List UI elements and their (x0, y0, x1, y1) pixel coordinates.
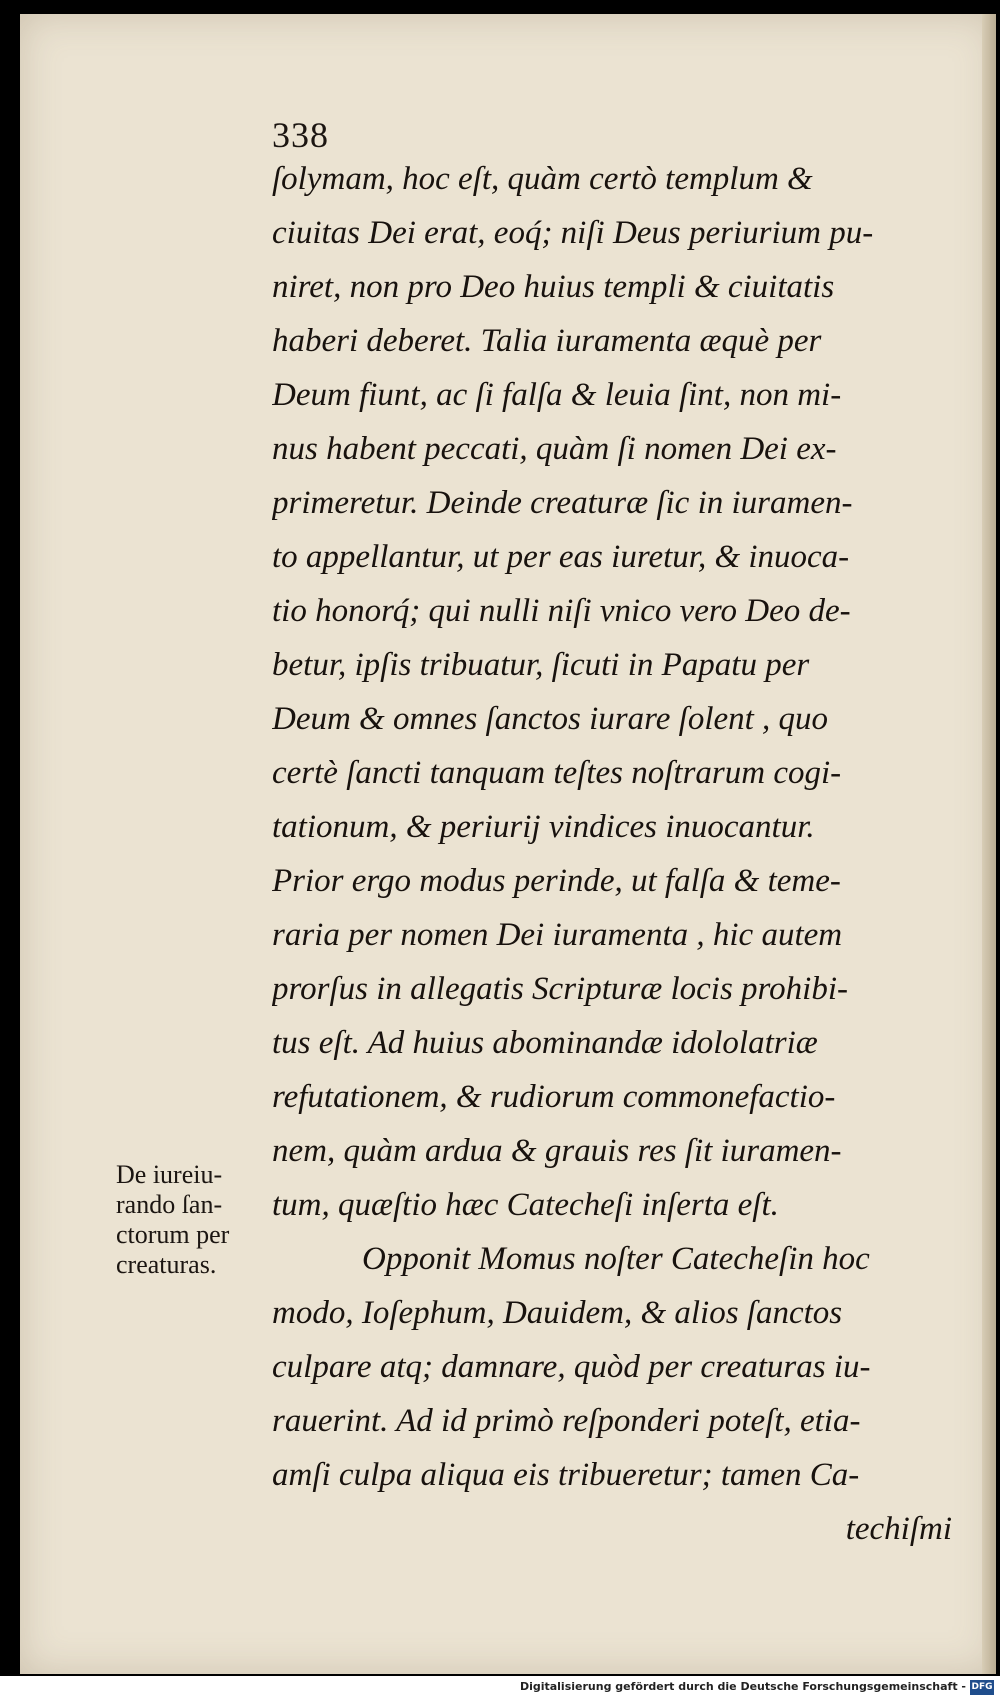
text-line: Deum & omnes ſanctos iurare ſolent , quo (272, 701, 829, 737)
marginal-note (116, 1160, 286, 1280)
text-line: tio honorq́; qui nulli niſi vnico vero Deo de- (272, 593, 851, 629)
footer-bar (0, 1676, 1000, 1700)
text-line: nus habent peccati, quàm ſi nomen Dei ex- (272, 431, 837, 467)
text-line: Deum fiunt, ac ſi falſa & leuia ſint, non mi- (272, 377, 842, 413)
text-line: nem, quàm ardua & grauis res ſit iuramen- (272, 1133, 842, 1169)
main-text-block (272, 152, 972, 1556)
marginal-note-line: rando ſan- (116, 1190, 223, 1219)
marginal-note-line: creaturas. (116, 1250, 217, 1279)
text-line: certè ſancti tanquam teſtes noſtrarum cogi- (272, 755, 842, 791)
text-line: tum, quæſtio hæc Catecheſi inſerta eſt. (272, 1187, 779, 1223)
text-line: tus eſt. Ad huius abominandæ idololatriæ (272, 1025, 818, 1061)
text-line: rauerint. Ad id primò reſponderi poteſt, etia- (272, 1403, 861, 1439)
dfg-logo-icon: DFG (970, 1680, 994, 1695)
marginal-note-line: ctorum per (116, 1220, 230, 1249)
text-line: niret, non pro Deo huius templi & ciuitatis (272, 269, 835, 305)
text-line: prorſus in allegatis Scripturæ locis prohibi- (272, 971, 849, 1007)
marginal-note-line: De iureiu- (116, 1160, 223, 1189)
text-line: Opponit Momus noſter Catecheſin hoc (362, 1241, 870, 1277)
text-line: haberi deberet. Talia iuramenta æquè per (272, 323, 822, 359)
book-page (20, 14, 996, 1674)
text-line: culpare atq; damnare, quòd per creaturas iu- (272, 1349, 871, 1385)
text-line: primeretur. Deinde creaturæ ſic in iuramen- (272, 485, 853, 521)
text-line: refutationem, & rudiorum commonefactio- (272, 1079, 836, 1115)
text-line: modo, Ioſephum, Dauidem, & alios ſanctos (272, 1295, 843, 1331)
text-line: tationum, & periurij vindices inuocantur. (272, 809, 815, 845)
text-line: amſi culpa aliqua eis tribueretur; tamen Ca- (272, 1457, 860, 1493)
page-edge (982, 14, 996, 1674)
text-line: betur, ipſis tribuatur, ſicuti in Papatu per (272, 647, 810, 683)
funding-credit: Digitalisierung gefördert durch die Deutsche Forschungsgemeinschaft - (519, 1680, 966, 1693)
text-line: Prior ergo modus perinde, ut falſa & teme- (272, 863, 841, 899)
text-line: ciuitas Dei erat, eoq́; niſi Deus periurium pu- (272, 215, 874, 251)
text-line: to appellantur, ut per eas iuretur, & inuoca- (272, 539, 850, 575)
text-line: ſolymam, hoc eſt, quàm certò templum & (272, 161, 813, 197)
catchword: techiſmi (845, 1511, 952, 1547)
text-line: raria per nomen Dei iuramenta , hic autem (272, 917, 843, 953)
page-number: 338 (272, 115, 329, 155)
